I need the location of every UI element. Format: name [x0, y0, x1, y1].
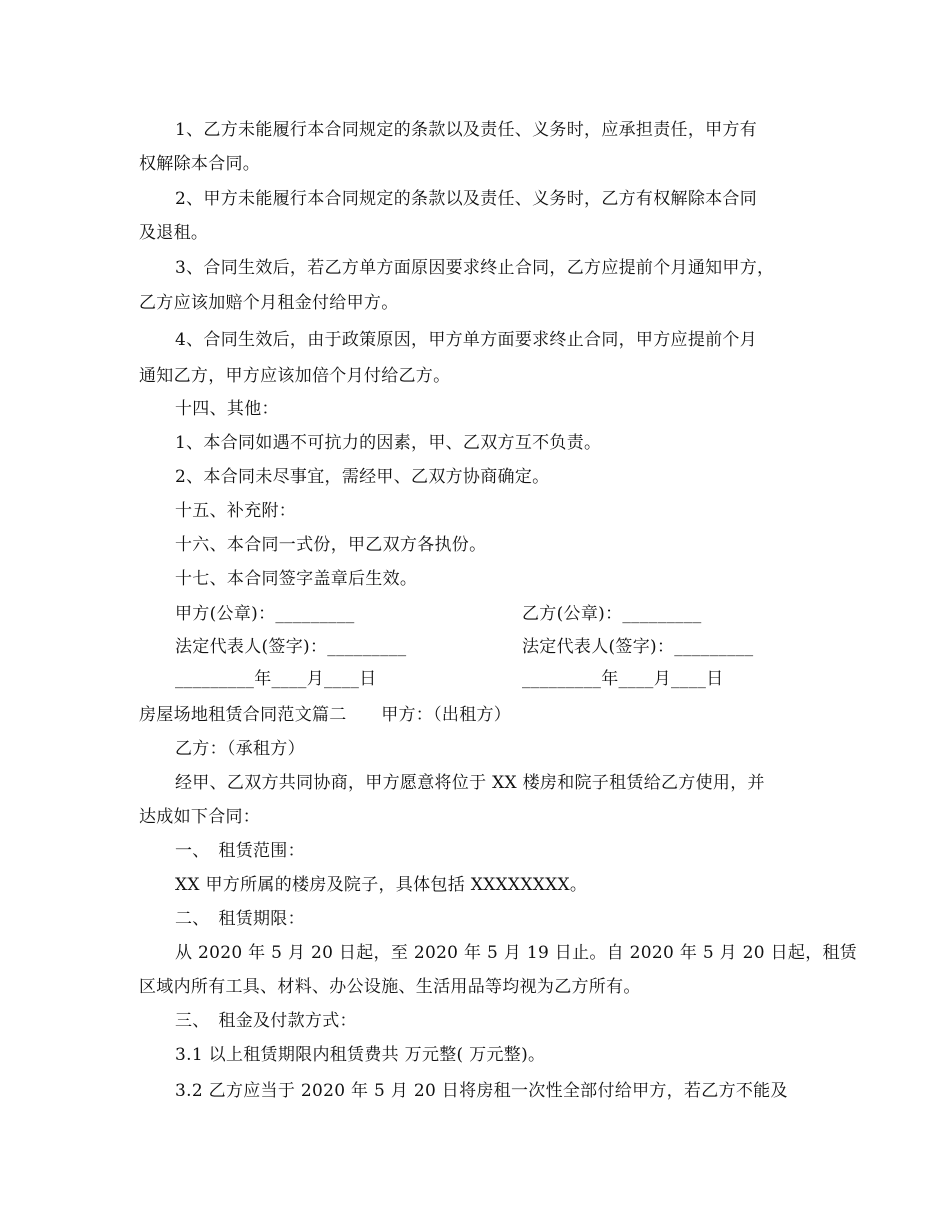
text-line: XX 甲方所属的楼房及院子，具体包括 XXXXXXXX。 [175, 875, 588, 895]
section-heading: 十六、本合同一式份，甲乙双方各执份。 [175, 535, 487, 555]
section-heading: 十四、其他： [175, 399, 279, 419]
document-title: 房屋场地租赁合同范文篇二 甲方：（出租方） [139, 705, 512, 725]
text-line: 乙方应该加赔个月租金付给甲方。 [139, 293, 399, 313]
section-heading: 三、 租金及付款方式： [175, 1011, 357, 1031]
text-line: 3.1 以上租赁期限内租赁费共 万元整( 万元整)。 [175, 1045, 546, 1065]
text-line: 及退租。 [139, 223, 209, 243]
party-a-date: _________年____月____日 [175, 669, 377, 689]
text-line: 4、合同生效后，由于政策原因，甲方单方面要求终止合同，甲方应提前个月 [175, 330, 758, 350]
text-line: 权解除本合同。 [139, 154, 261, 174]
text-line: 乙方：（承租方） [175, 739, 305, 759]
text-line: 通知乙方，甲方应该加倍个月付给乙方。 [139, 366, 451, 386]
text-line: 1、乙方未能履行本合同规定的条款以及责任、义务时，应承担责任，甲方有 [175, 120, 758, 140]
party-b-representative: 法定代表人(签字)：_________ [522, 637, 754, 657]
section-heading: 二、 租赁期限： [175, 909, 305, 929]
text-line: 2、甲方未能履行本合同规定的条款以及责任、义务时，乙方有权解除本合同 [175, 189, 758, 209]
section-heading: 十七、本合同签字盖章后生效。 [175, 569, 418, 589]
text-line: 2、本合同未尽事宜，需经甲、乙双方协商确定。 [175, 467, 550, 487]
party-a-representative: 法定代表人(签字)：_________ [175, 637, 407, 657]
text-line: 从 2020 年 5 月 20 日起，至 2020 年 5 月 19 日止。自 2020 年 5 月 20 日起，租赁 [175, 943, 858, 963]
party-a-seal: 甲方(公章)：_________ [175, 604, 355, 624]
party-b-seal: 乙方(公章)：_________ [522, 604, 702, 624]
text-line: 经甲、乙双方共同协商，甲方愿意将位于 XX 楼房和院子租赁给乙方使用，并 [175, 773, 765, 793]
section-heading: 一、 租赁范围： [175, 841, 305, 861]
text-line: 达成如下合同： [139, 807, 261, 827]
section-heading: 十五、补充附： [175, 501, 297, 521]
text-line: 3、合同生效后，若乙方单方面原因要求终止合同，乙方应提前个月通知甲方， [175, 258, 775, 278]
text-line: 区域内所有工具、材料、办公设施、生活用品等均视为乙方所有。 [139, 977, 641, 997]
text-line: 3.2 乙方应当于 2020 年 5 月 20 日将房租一次性全部付给甲方，若乙方不能及 [175, 1081, 788, 1101]
text-line: 1、本合同如遇不可抗力的因素，甲、乙双方互不负责。 [175, 433, 602, 453]
party-b-date: _________年____月____日 [522, 669, 724, 689]
